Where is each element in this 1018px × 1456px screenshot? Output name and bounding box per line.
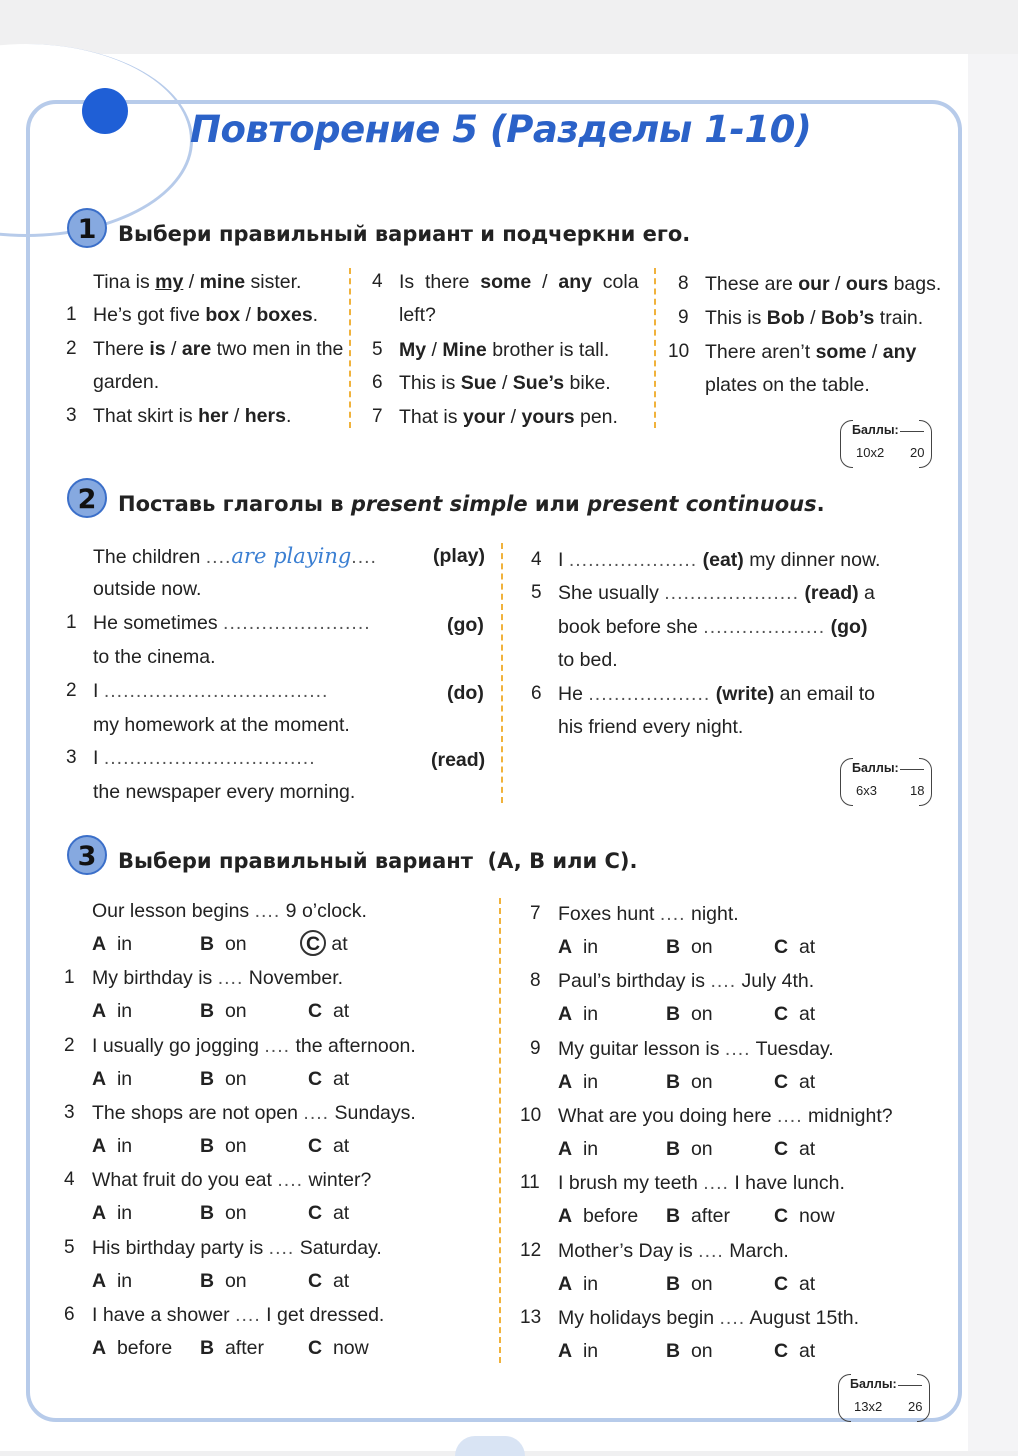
item-text: There aren’t some / any <box>705 341 917 363</box>
option-a: A in <box>558 1340 599 1362</box>
item-number: 6 <box>372 372 383 393</box>
option-b: B after <box>666 1205 730 1227</box>
option-c: C at <box>774 1273 816 1295</box>
item-text: His birthday party is .... Saturday. <box>92 1237 382 1259</box>
item-number: 2 <box>64 1035 75 1056</box>
item-number: 1 <box>66 612 77 633</box>
score-total: 18 <box>910 783 925 798</box>
item-continuation: the newspaper every morning. <box>93 781 356 803</box>
item-continuation: outside now. <box>93 578 202 600</box>
item-text: I have a shower .... I get dressed. <box>92 1304 385 1326</box>
option-a: A in <box>558 1138 599 1160</box>
score-total: 20 <box>910 445 925 460</box>
item-text: What fruit do you eat .... winter? <box>92 1169 372 1191</box>
option-b: B on <box>666 1071 713 1093</box>
section-number: 1 <box>67 208 107 248</box>
score-box <box>840 420 932 468</box>
score-label: Баллы: <box>852 761 899 775</box>
item-continuation: my homework at the moment. <box>93 714 350 736</box>
item-text: These are our / ours bags. <box>705 273 942 295</box>
example-line: Our lesson begins .... 9 o’clock. <box>92 900 367 922</box>
column-divider <box>349 268 351 428</box>
item-text: This is Bob / Bob’s train. <box>705 307 924 329</box>
item-number: 10 <box>668 341 690 362</box>
item-number: 10 <box>520 1105 542 1126</box>
page-title: Повторение 5 (Разделы 1-10) <box>190 108 812 151</box>
section-title: Выбери правильный вариант и подчеркни его. <box>118 222 691 246</box>
option-c: C at <box>774 936 816 958</box>
item-continuation: to the cinema. <box>93 646 216 668</box>
item-text: Mother’s Day is .... March. <box>558 1240 789 1262</box>
item-number: 7 <box>530 903 541 924</box>
option-b: B on <box>200 1270 247 1292</box>
page-edge <box>968 54 1018 1451</box>
item-text: My holidays begin .... August 15th. <box>558 1307 860 1329</box>
score-multiplier: 10x2 <box>856 445 885 460</box>
option-b: B on <box>666 1003 713 1025</box>
item-number: 1 <box>64 967 75 988</box>
item-text: Foxes hunt .... night. <box>558 903 739 925</box>
score-box <box>840 758 932 806</box>
option-b: B on <box>666 1273 713 1295</box>
option-a: A in <box>558 1273 599 1295</box>
option-c: C now <box>308 1337 369 1359</box>
section-title: Выбери правильный вариант (A, B или C). <box>118 849 638 873</box>
item-number: 3 <box>66 405 77 426</box>
item-continuation: his friend every night. <box>558 716 744 738</box>
score-multiplier: 6x3 <box>856 783 877 798</box>
option-b: B on <box>200 1202 247 1224</box>
item-number: 4 <box>531 549 542 570</box>
item-number: 5 <box>531 582 542 603</box>
option-c: C at <box>774 1138 816 1160</box>
score-label: Баллы: <box>850 1377 897 1391</box>
item-number: 6 <box>531 683 542 704</box>
score-multiplier: 13x2 <box>854 1399 883 1414</box>
option-c: C at <box>308 1000 350 1022</box>
score-box <box>838 1374 930 1422</box>
item-number: 2 <box>66 680 77 701</box>
item-continuation: plates on the table. <box>705 374 870 396</box>
verb-hint: (do) <box>447 682 484 704</box>
score-total: 26 <box>908 1399 923 1414</box>
option-a: A in <box>558 1003 599 1025</box>
item-number: 8 <box>530 970 541 991</box>
option-c-circled: C at <box>300 930 348 956</box>
item-number: 11 <box>520 1172 540 1193</box>
item-number: 9 <box>678 307 689 328</box>
header-dot-icon <box>82 88 128 134</box>
section-number: 2 <box>67 478 107 518</box>
item-text: She usually ..................... (read) a <box>558 582 875 604</box>
option-a: A in <box>92 1270 133 1292</box>
option-b: B on <box>200 933 247 955</box>
option-a: A in <box>92 1135 133 1157</box>
option-b: B after <box>200 1337 264 1359</box>
item-text: Is there some / any cola <box>399 271 639 293</box>
verb-hint: (play) <box>433 545 486 567</box>
example-line: The children ....are playing.... <box>93 544 377 568</box>
item-text: That is your / yours pen. <box>399 406 618 428</box>
option-b: B on <box>666 1138 713 1160</box>
option-b: B on <box>200 1000 247 1022</box>
option-a: A in <box>92 1202 133 1224</box>
example-line: Tina is my / mine sister. <box>93 271 302 293</box>
item-text: I brush my teeth .... I have lunch. <box>558 1172 845 1194</box>
item-text: There is / are two men in the <box>93 338 344 360</box>
item-number: 12 <box>520 1240 542 1261</box>
item-number: 7 <box>372 406 383 427</box>
score-label: Баллы: <box>852 423 899 437</box>
verb-hint: (go) <box>447 614 484 636</box>
item-number: 8 <box>678 273 689 294</box>
section-title: Поставь глаголы в present simple или present continuous. <box>118 492 825 516</box>
option-c: C at <box>774 1340 816 1362</box>
item-text: My guitar lesson is .... Tuesday. <box>558 1038 834 1060</box>
option-c: C now <box>774 1205 835 1227</box>
option-c: C at <box>308 1068 350 1090</box>
option-a: A in <box>92 1000 133 1022</box>
item-text: My / Mine brother is tall. <box>399 339 610 361</box>
item-text: He’s got five box / boxes. <box>93 304 319 326</box>
item-text: I usually go jogging .... the afternoon. <box>92 1035 416 1057</box>
option-c: C at <box>774 1003 816 1025</box>
item-text: Paul’s birthday is .... July 4th. <box>558 970 815 992</box>
item-continuation: book before she ................... (go) <box>558 616 868 638</box>
item-text: He ................... (write) an email to <box>558 683 876 705</box>
option-a: A in <box>92 933 133 955</box>
item-text: What are you doing here .... midnight? <box>558 1105 893 1127</box>
option-b: B on <box>666 936 713 958</box>
column-divider <box>501 543 503 803</box>
item-continuation: to bed. <box>558 649 618 671</box>
option-c: C at <box>308 1202 350 1224</box>
bottom-decoration <box>455 1436 525 1456</box>
item-number: 3 <box>64 1102 75 1123</box>
option-a: A before <box>558 1205 639 1227</box>
option-a: A in <box>558 1071 599 1093</box>
item-number: 4 <box>372 271 383 292</box>
item-number: 6 <box>64 1304 75 1325</box>
item-text: I ................................. <box>93 747 316 769</box>
item-text: This is Sue / Sue’s bike. <box>399 372 611 394</box>
item-number: 5 <box>64 1237 75 1258</box>
item-number: 4 <box>64 1169 75 1190</box>
column-divider <box>654 268 656 428</box>
verb-hint: (read) <box>431 749 486 771</box>
option-a: A before <box>92 1337 173 1359</box>
item-text: I .................... (eat) my dinner now. <box>558 549 881 571</box>
item-text: I ................................... <box>93 680 329 702</box>
option-c: C at <box>774 1071 816 1093</box>
item-continuation: left? <box>399 304 436 326</box>
item-number: 2 <box>66 338 77 359</box>
item-continuation: garden. <box>93 371 160 393</box>
item-number: 1 <box>66 304 77 325</box>
item-number: 9 <box>530 1038 541 1059</box>
item-text: That skirt is her / hers. <box>93 405 292 427</box>
option-a: A in <box>92 1068 133 1090</box>
item-text: The shops are not open .... Sundays. <box>92 1102 416 1124</box>
item-number: 13 <box>520 1307 542 1328</box>
option-c: C at <box>308 1270 350 1292</box>
item-text: He sometimes ....................... <box>93 612 371 634</box>
section-number: 3 <box>67 835 107 875</box>
option-b: B on <box>200 1135 247 1157</box>
option-b: B on <box>666 1340 713 1362</box>
option-b: B on <box>200 1068 247 1090</box>
item-text: My birthday is .... November. <box>92 967 344 989</box>
option-c: C at <box>308 1135 350 1157</box>
column-divider <box>499 898 501 1363</box>
item-number: 5 <box>372 339 383 360</box>
option-a: A in <box>558 936 599 958</box>
item-number: 3 <box>66 747 77 768</box>
